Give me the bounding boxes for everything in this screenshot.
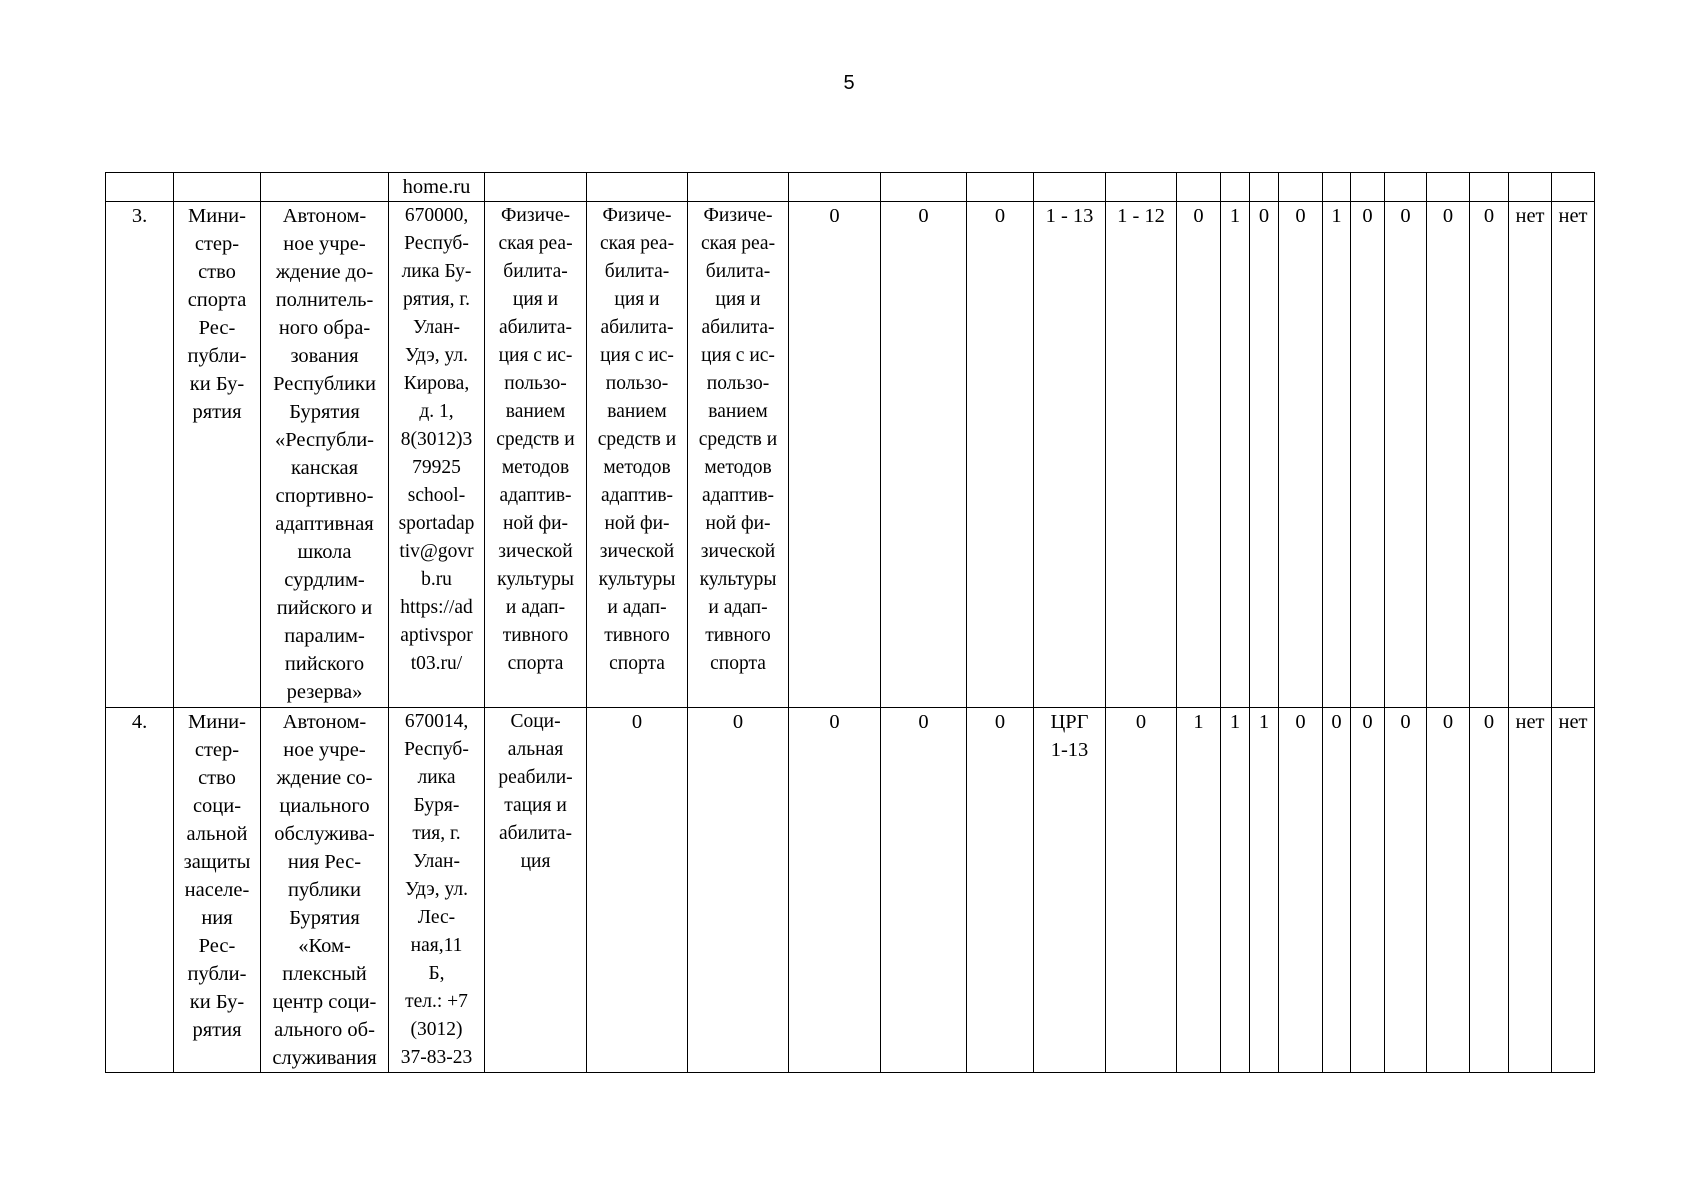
row-number-cell: 3. [106,202,174,708]
value-cell: 0 [1470,708,1509,1073]
value-cell: 0 [587,708,688,1073]
organization-cell: Автоном- ное учре- ждение до- полнитель- ного обра- зования Республики Бурятия «Республи- канская спортивно- адаптивная школа сурдлим- пийского и паралим- пийского резерва» [261,202,389,708]
table-cell [1221,173,1250,202]
table-cell [174,173,261,202]
value-cell: 0 [1427,202,1470,708]
value-cell: 0 [881,708,967,1073]
table-row [106,202,1595,708]
value-cell: 0 [1106,708,1177,1073]
table-cell [106,173,174,202]
value-cell: 0 [1427,708,1470,1073]
service-cell: Физиче- ская реа- билита- ция и абилита- ция с ис- пользо- ванием средств и методов адаптив- ной фи- зической культуры и адап- тивного спорта [688,202,789,708]
value-cell: 0 [789,202,881,708]
value-cell: 0 [1279,708,1323,1073]
value-cell: 0 [1250,202,1279,708]
value-cell: 0 [789,708,881,1073]
value-cell: 0 [1385,708,1427,1073]
value-cell: 1 - 12 [1106,202,1177,708]
table-cell [1427,173,1470,202]
value-cell: 0 [1351,202,1385,708]
table-cell [1509,173,1552,202]
table-cell [789,173,881,202]
table-row [106,708,1595,1073]
table-cell [1323,173,1351,202]
table-cell [688,173,789,202]
value-cell: 1 [1323,202,1351,708]
value-cell: 0 [967,202,1034,708]
value-cell: 0 [688,708,789,1073]
value-cell: 0 [1351,708,1385,1073]
value-cell: 1 [1221,202,1250,708]
value-cell: 1 - 13 [1034,202,1106,708]
table-cell [261,173,389,202]
value-cell: 0 [1279,202,1323,708]
table-cell [1106,173,1177,202]
value-cell: нет [1509,708,1552,1073]
table-cell [1034,173,1106,202]
value-cell: ЦРГ 1-13 [1034,708,1106,1073]
ministry-cell: Мини- стер- ство соци- альной защиты населе- ния Рес- публи- ки Бу- рятия [174,708,261,1073]
value-cell: 0 [967,708,1034,1073]
value-cell: 0 [1470,202,1509,708]
table-cell [1385,173,1427,202]
table-cell [587,173,688,202]
page-number: 5 [843,72,855,94]
address-cell: 670014, Респуб- лика Буря- тия, г. Улан- Удэ, ул. Лес- ная,11 Б, тел.: +7 (3012) 37-83-23 [389,708,485,1073]
table-cell [1177,173,1221,202]
table-cell [967,173,1034,202]
table-cell [1470,173,1509,202]
service-cell: Соци- альная реабили- тация и абилита- ция [485,708,587,1073]
value-cell: 1 [1221,708,1250,1073]
table-cell [1279,173,1323,202]
table-cell [881,173,967,202]
table-cell [1552,173,1595,202]
table-cell [1250,173,1279,202]
service-cell: Физиче- ская реа- билита- ция и абилита- ция с ис- пользо- ванием средств и методов адаптив- ной фи- зической культуры и адап- тивного спорта [587,202,688,708]
value-cell: 1 [1177,708,1221,1073]
table-cell: home.ru [389,173,485,202]
address-cell: 670000, Респуб- лика Бу- рятия, г. Улан- Удэ, ул. Кирова, д. 1, 8(3012)3 79925 school- sportadap tiv@govr b.ru https://ad aptivspor t03.ru/ [389,202,485,708]
row-number-cell: 4. [106,708,174,1073]
table-cell [1351,173,1385,202]
value-cell: нет [1552,708,1595,1073]
value-cell: нет [1509,202,1552,708]
service-cell: Физиче- ская реа- билита- ция и абилита- ция с ис- пользо- ванием средств и методов адаптив- ной фи- зической культуры и адап- тивного спорта [485,202,587,708]
value-cell: 1 [1250,708,1279,1073]
value-cell: 0 [881,202,967,708]
data-table [105,172,1595,1073]
table-cell [485,173,587,202]
ministry-cell: Мини- стер- ство спорта Рес- публи- ки Бу- рятия [174,202,261,708]
value-cell: 0 [1385,202,1427,708]
table-row-continuation [106,173,1595,202]
value-cell: нет [1552,202,1595,708]
value-cell: 0 [1323,708,1351,1073]
organization-cell: Автоном- ное учре- ждение со- циального обслужива- ния Рес- публики Бурятия «Ком- плексный центр соци- ального об- служивания [261,708,389,1073]
value-cell: 0 [1177,202,1221,708]
